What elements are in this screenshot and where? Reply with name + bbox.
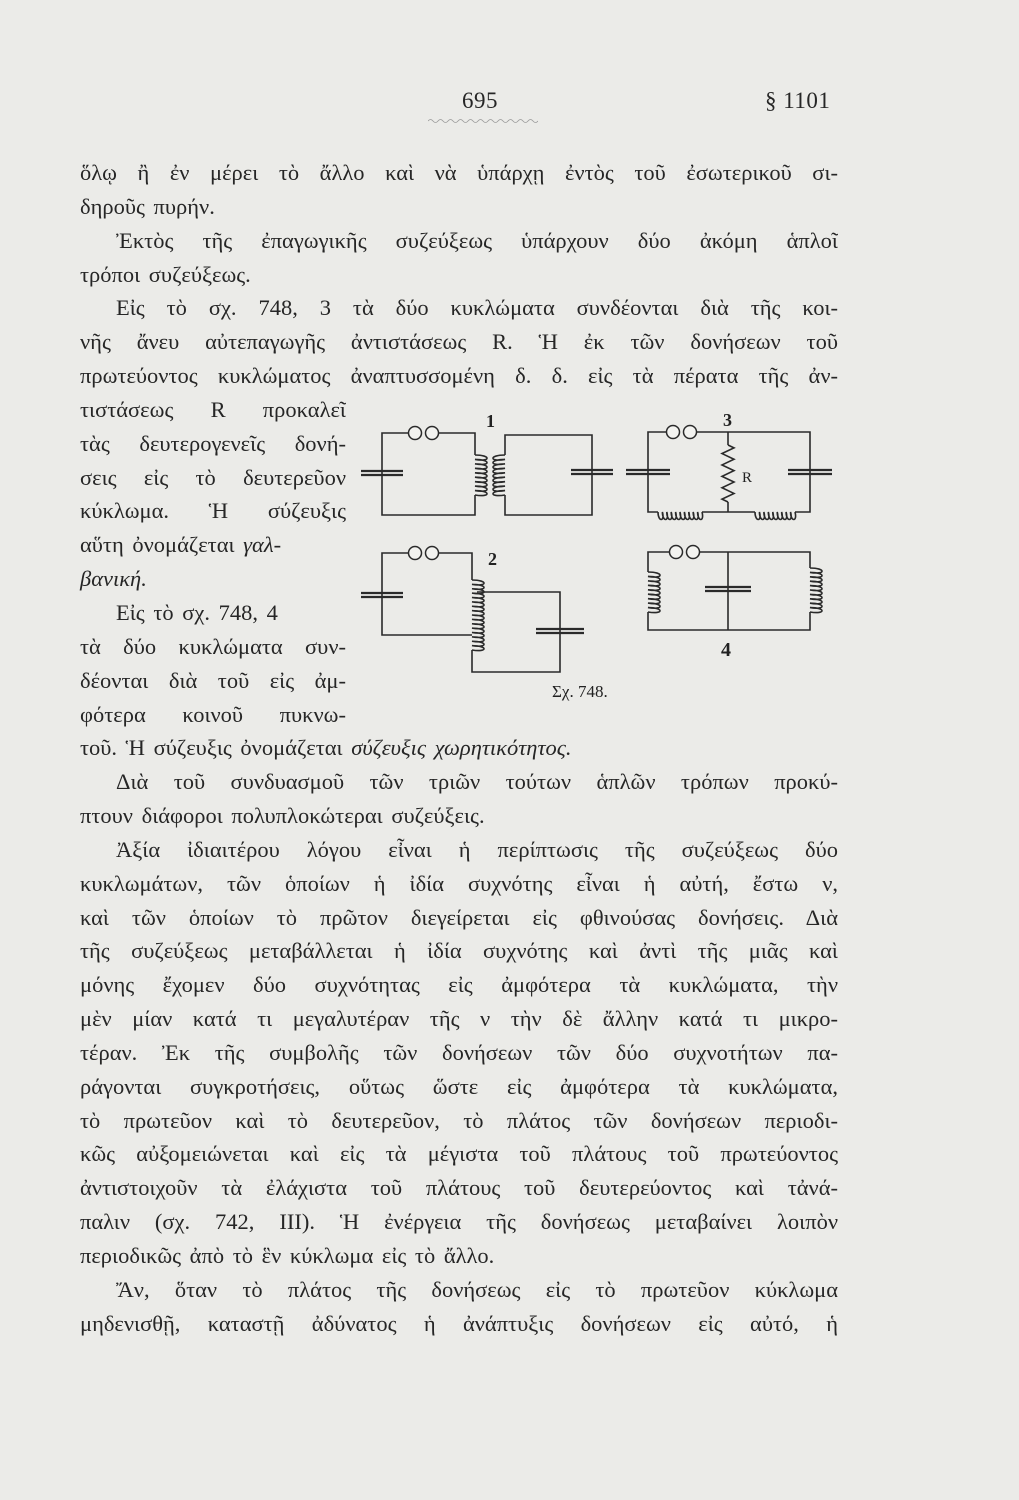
text-line: κύκλωμα. Ἡ σύζευξις bbox=[80, 498, 346, 524]
italic-term: βανική. bbox=[80, 566, 147, 592]
inductor-coil bbox=[475, 455, 487, 496]
text-line: περιοδικῶς ἀπὸ τὸ ἓν κύκλωμα εἰς τὸ ἄλλο. bbox=[80, 1243, 495, 1268]
text-line: μὲν μίαν κατά τι μεγαλυτέραν τῆς ν τὴν δὲ ἄλλην κατά τι μικρο- bbox=[80, 1006, 838, 1032]
text-line: τὰς δευτερογενεῖς δονή- bbox=[80, 430, 346, 456]
header-ornament bbox=[428, 118, 538, 124]
circuit-wires bbox=[361, 426, 832, 673]
italic-term: γαλ- bbox=[243, 532, 282, 558]
text-line: μηδενισθῇ, καταστῇ ἀδύνατος ἡ ἀνάπτυξις δονήσεων εἰς αὐτό, ἡ bbox=[80, 1310, 838, 1336]
inductor-coil bbox=[658, 512, 703, 520]
text-line: Εἰς τὸ σχ. 748, 3 τὰ δύο κυκλώματα συνδέονται διὰ τῆς κοι- bbox=[116, 295, 838, 321]
spark-gap bbox=[667, 426, 680, 439]
spark-gap bbox=[409, 427, 422, 440]
inductor-coil bbox=[755, 512, 796, 520]
text-line: σεις εἰς τὸ δευτερεῦον bbox=[80, 464, 346, 490]
text-line: τῆς συζεύξεως μεταβάλλεται ἡ ἰδία συχνότης καὶ ἀντὶ τῆς μιᾶς καὶ bbox=[80, 938, 838, 964]
text-line: δηροῦς πυρήν. bbox=[80, 193, 215, 219]
text-line: κῶς αὐξομειώνεται καὶ εἰς τὰ μέγιστα τοῦ πλάτους τοῦ πρωτεύοντος bbox=[80, 1141, 838, 1167]
text-line: ἀντιστοιχοῦν τὰ ἐλάχιστα τοῦ πλάτους τοῦ δευτερεύοντος καὶ τἀνά- bbox=[80, 1175, 838, 1201]
text-line: κυκλωμάτων, τῶν ὁποίων ἡ ἰδία συχνότης εἶναι ἡ αὐτή, ἔστω ν, bbox=[80, 870, 838, 896]
text-line: ράγονται συγκροτήσεις, οὕτως ὥστε εἰς ἀμφότερα τὰ κυκλώματα, bbox=[80, 1073, 838, 1099]
text-run: αὕτη ὀνομάζεται bbox=[80, 532, 235, 558]
page-number: 695 bbox=[462, 88, 498, 113]
circuit-label-2: 2 bbox=[488, 549, 497, 569]
resistor-label: R bbox=[742, 470, 753, 486]
text-line: Ἀξία ἰδιαιτέρου λόγου εἶναι ἡ περίπτωσις τῆς συζεύξεως δύο bbox=[116, 836, 838, 862]
spark-gap bbox=[684, 426, 697, 439]
spark-gap bbox=[426, 547, 439, 560]
text-line: τέραν. Ἐκ τῆς συμβολῆς τῶν δονήσεων τῶν δύο συχνοτήτων πα- bbox=[80, 1039, 838, 1065]
text-line: νῆς ἄνευ αὐτεπαγωγῆς ἀντιστάσεως R. Ἡ ἐκ τῶν δονήσεων τοῦ bbox=[80, 329, 838, 355]
inductor-coil bbox=[648, 572, 660, 613]
text-line: μόνης ἔχομεν δύο συχνότητας εἰς ἀμφότερα τὰ κυκλώματα, τὴν bbox=[80, 972, 838, 998]
inductor-coil bbox=[493, 455, 505, 496]
circuit-label-4: 4 bbox=[721, 639, 731, 661]
text-line: καὶ τῶν ὁποίων τὸ πρῶτον διεγείρεται εἰς φθινούσας δονήσεις. Διὰ bbox=[80, 904, 838, 930]
body-text bbox=[80, 156, 838, 1341]
figure-caption: Σχ. 748. bbox=[552, 682, 608, 701]
resistor bbox=[722, 445, 734, 502]
inductor-coil bbox=[472, 580, 484, 651]
circuit-figure bbox=[340, 400, 860, 710]
text-line: Ἐκτὸς τῆς ἐπαγωγικῆς συζεύξεως ὑπάρχουν δύο ἀκόμη ἁπλοῖ bbox=[116, 227, 838, 253]
text-line bbox=[80, 562, 346, 596]
spark-gap bbox=[426, 427, 439, 440]
circuit-label-3: 3 bbox=[723, 410, 732, 430]
text-line: Διὰ τοῦ συνδυασμοῦ τῶν τριῶν τούτων ἁπλῶν τρόπων προκύ- bbox=[116, 769, 838, 795]
text-line: δέονται διὰ τοῦ εἰς ἀμ- bbox=[80, 667, 346, 693]
text-line: πρωτεύοντος κυκλώματος ἀναπτυσσομένη δ. δ. εἰς τὰ πέρατα τῆς ἀν- bbox=[80, 363, 838, 389]
text-line: τὸ πρωτεῦον καὶ τὸ δευτερεῦον, τὸ πλάτος τῶν δονήσεων περιοδι- bbox=[80, 1107, 838, 1133]
circuit-label-1: 1 bbox=[486, 411, 495, 431]
text-line: παλιν (σχ. 742, III). Ἡ ἐνέργεια τῆς δονήσεως μεταβαίνει λοιπὸν bbox=[80, 1209, 838, 1235]
text-line: Εἰς τὸ σχ. 748, 4 bbox=[116, 599, 278, 625]
spark-gap bbox=[409, 547, 422, 560]
text-line: Ἄν, ὅταν τὸ πλάτος τῆς δονήσεως εἰς τὸ πρωτεῦον κύκλωμα bbox=[116, 1276, 838, 1302]
text-line: ὅλῳ ἢ ἐν μέρει τὸ ἄλλο καὶ νὰ ὑπάρχῃ ἐντὸς τοῦ ἐσωτερικοῦ σι- bbox=[80, 160, 838, 185]
section-number: § 1101 bbox=[765, 88, 831, 113]
text-line: τὰ δύο κυκλώματα συν- bbox=[80, 633, 346, 659]
spark-gap bbox=[670, 546, 683, 559]
inductor-coil bbox=[810, 568, 822, 613]
text-run: τοῦ. Ἡ σύζευξις ὀνομάζεται bbox=[80, 735, 343, 761]
text-line: πτουν διάφοροι πολυπλοκώτεραι συζεύξεις. bbox=[80, 803, 485, 829]
text-line: φότερα κοινοῦ πυκνω- bbox=[80, 701, 346, 727]
spark-gap bbox=[687, 546, 700, 559]
wire bbox=[648, 432, 810, 512]
text-line bbox=[80, 731, 838, 765]
text-line: τρόποι συζεύξεως. bbox=[80, 261, 251, 287]
italic-term: σύζευξις χωρητικότητος. bbox=[351, 735, 572, 761]
text-line bbox=[80, 528, 346, 562]
text-line: τιστάσεως R προκαλεῖ bbox=[80, 396, 346, 422]
